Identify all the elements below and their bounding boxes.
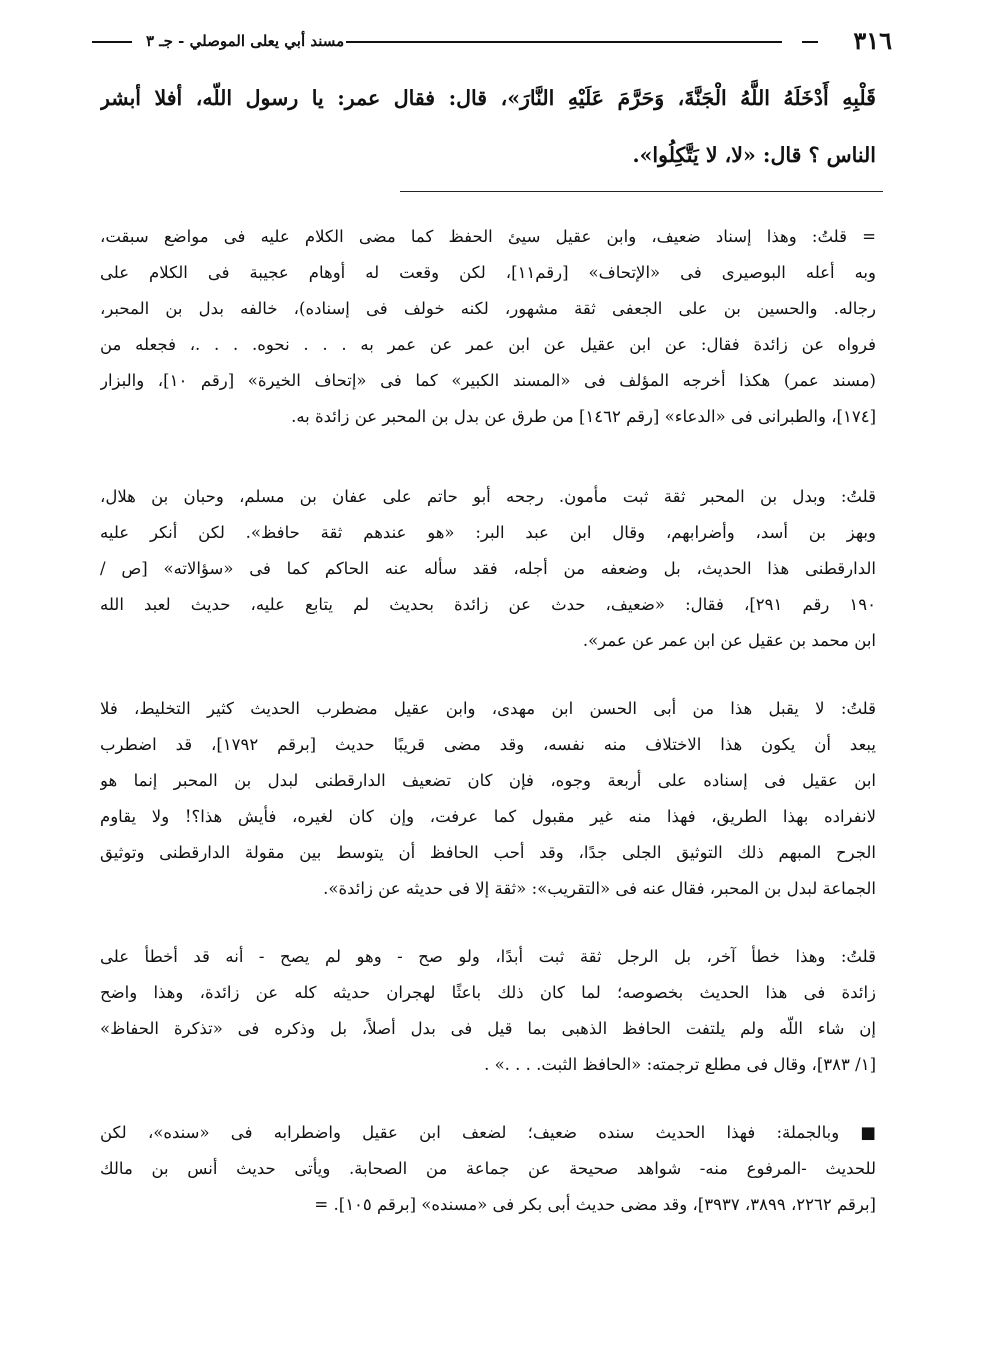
- footnote-line: = قلتُ: وهذا إسناد ضعيف، وابن عقيل سيئ الحفظ كما مضى الكلام عليه فى مواضع سبقت،: [100, 227, 876, 246]
- footnote-line: ابن محمد بن عقيل عن ابن عمر عن عمر».: [582, 631, 876, 650]
- footnote-line: الجماعة لبدل بن المحبر، فقال عنه فى «التقريب»: «ثقة إلا فى حديثه عن زائدة».: [323, 879, 876, 898]
- running-title: مسند أبي يعلى الموصلي - جـ ٣: [146, 32, 345, 50]
- footnote-line: [١/ ٣٨٣]، وقال فى مطلع ترجمته: «الحافظ الثبت. . . .» .: [484, 1055, 876, 1074]
- footnote-line: يبعد أن يكون هذا الاختلاف منه نفسه، وقد مضى قريبًا حديث [برقم ١٧٩٢]، قد اضطرب: [100, 735, 876, 754]
- footnote-line: ابن عقيل فى إسناده على أربعة وجوه، فإن كان تضعيف الدارقطنى لبدل بن المحبر إنما هو: [100, 771, 876, 790]
- footnote-line: للحديث -المرفوع منه- شواهد صحيحة عن جماعة من الصحابة. ويأتى حديث أنس بن مالك: [100, 1159, 876, 1178]
- footnote-line: لانفراده بهذا الطريق، فهذا منه غير مقبول كما عرفت، وإن كان لغيره، فأيش هذا؟! ولا يقاوم: [100, 807, 876, 826]
- footnote-line: [١٧٤]، والطبرانى فى «الدعاء» [رقم ١٤٦٢] من طرق عن بدل بن المحبر عن زائدة به.: [291, 407, 876, 426]
- footnote-line: وبه أعله البوصيرى فى «الإتحاف» [رقم١١]، لكن وقعت له أوهام عجيبة فى الكلام على: [100, 263, 876, 282]
- footnote-separator: [400, 191, 883, 192]
- hadith-line: الناس ؟ قال: «لا، لا يَتَّكِلُوا».: [632, 143, 876, 167]
- hadith-line: قَلْبِهِ أَدْخَلَهُ اللَّهُ الْجَنَّةَ، وَحَرَّمَ عَلَيْهِ النَّارَ»، قال: فقال عمر: يا رسول اللّه، أفلا أبشر: [100, 86, 876, 110]
- footnote-line: قلتُ: وهذا خطأ آخر، بل الرجل ثقة ثبت أبدًا، ولو صح - وهو لم يصح - أنه قد أخطأ على: [100, 947, 876, 966]
- page-header: [92, 26, 892, 56]
- footnote-line: [برقم ٢٢٦٢، ٣٨٩٩، ٣٩٣٧]، وقد مضى حديث أبى بكر فى «مسنده» [برقم ١٠٥]. =: [314, 1195, 876, 1214]
- footnote-line: إن شاء اللّه ولم يلتفت الحافظ الذهبى بما قيل فى بدل أصلاً، بل وذكره فى «تذكرة الحفاظ»: [100, 1019, 876, 1038]
- footnote-line: رجاله. والحسين بن على الجعفى ثقة مشهور، لكنه خولف فى إسناده)، خالفه بدل بن المحبر،: [100, 299, 876, 318]
- footnote-line: قلتُ: وبدل بن المحبر ثقة ثبت مأمون. رجحه أبو حاتم على عفان بن مسلم، وحبان بن هلال،: [100, 487, 876, 506]
- footnote-line: وبهز بن أسد، وأضرابهم، وقال ابن عبد البر: «هو عندهم ثقة حافظ». لكن أنكر عليه: [100, 523, 876, 542]
- page-number: ٣١٦: [853, 26, 892, 55]
- footnote-line: قلتُ: لا يقبل هذا من أبى الحسن ابن مهدى، وابن عقيل مضطرب الحديث كثير التخليط، فلا: [100, 699, 876, 718]
- footnote-line: فرواه عن زائدة فقال: عن ابن عقيل عن ابن عمر عن عمر به . . . نحوه. . . .، فجعله من: [100, 335, 876, 354]
- footnote-line: ١٩٠ رقم ٢٩١]، فقال: «ضعيف، حدث عن زائدة بحديث لم يتابع عليه، حديث لعبد الله: [100, 595, 876, 614]
- header-rule-short: [802, 41, 818, 43]
- header-rule-end: [92, 41, 132, 43]
- footnote-line: (مسند عمر) هكذا أخرجه المؤلف فى «المسند الكبير» كما فى «إتحاف الخيرة» [رقم ١٠]، والبزار: [100, 371, 876, 390]
- footnote-line: ■ وبالجملة: فهذا الحديث سنده ضعيف؛ لضعف ابن عقيل واضطرابه فى «سنده»، لكن: [100, 1123, 876, 1142]
- footnote-line: الجرح المبهم ذلك التوثيق الجلى جدًا، وقد أحب الحافظ أن يتوسط بين مقولة الدارقطنى وتوثيق: [100, 843, 876, 862]
- footnote-line: الدارقطنى هذا الحديث، بل وضعفه من أجله، فقد سأله عنه الحاكم كما فى «سؤالاته» [ص /: [100, 559, 876, 578]
- footnote-line: زائدة فى هذا الحديث بخصوصه؛ لما كان ذلك باعثًا لهجران حديثه كله عن زائدة، وهذا واضح: [100, 983, 876, 1002]
- header-rule: [346, 41, 782, 43]
